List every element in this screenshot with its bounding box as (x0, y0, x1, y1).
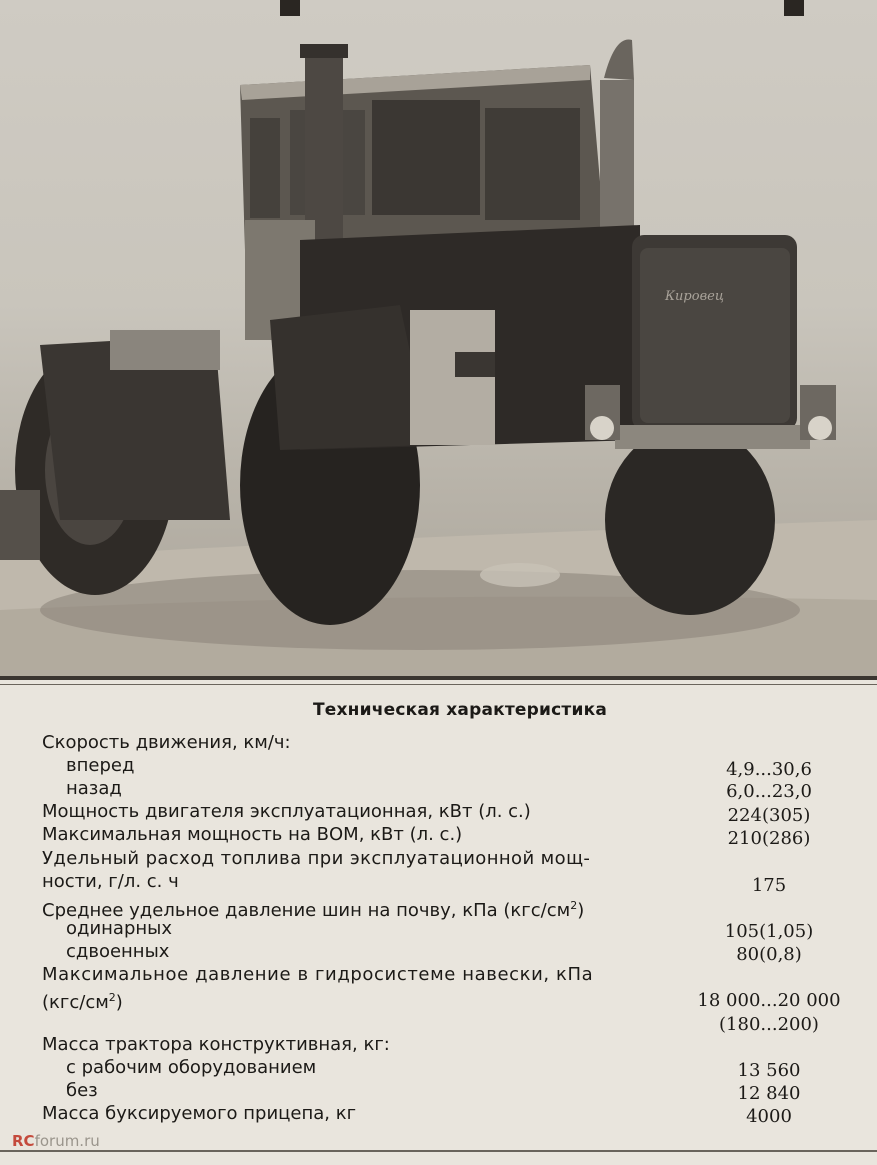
forward-value: 4,9...30,6 (726, 759, 812, 780)
watermark-rc: RC (12, 1132, 35, 1150)
hydraulic-label-line2 (42, 986, 123, 1014)
engine-power-value: 224(305) (727, 805, 811, 826)
without-value: 12 840 (737, 1083, 801, 1104)
single-value: 105(1,05) (724, 921, 814, 942)
hydraulic-close: ) (115, 992, 123, 1013)
divider (0, 684, 877, 685)
divider (0, 676, 877, 680)
forward-label: вперед (66, 755, 135, 776)
speed-label: Скорость движения, км/ч: (42, 732, 291, 753)
fuel-value: 175 (751, 875, 787, 896)
pto-power-label: Максимальная мощность на ВОМ, кВт (л. с.) (42, 824, 463, 845)
fuel-label-line2: ности, г/л. с. ч (42, 871, 179, 892)
tire-pressure-exponent: 2 (570, 899, 578, 912)
watermark-rest: forum.ru (34, 1132, 100, 1150)
mass-label: Масса трактора конструктивная, кг: (42, 1034, 390, 1055)
nameplate-text: Кировец (665, 289, 724, 304)
hydraulic-text: (кгс/см (42, 992, 109, 1013)
pto-power-value: 210(286) (727, 828, 811, 849)
fuel-label-line1: Удельный расход топлива при эксплуатационной мощ- (42, 848, 591, 869)
reverse-value: 6,0...23,0 (726, 781, 812, 802)
with-equipment-label: с рабочим оборудованием (66, 1057, 317, 1078)
tire-pressure-close: ) (577, 900, 585, 921)
trailer-label: Масса буксируемого прицепа, кг (42, 1103, 357, 1124)
hydraulic-label-line1: Максимальное давление в гидросистеме навески, кПа (42, 964, 594, 985)
without-label: без (66, 1080, 98, 1101)
tire-pressure-text: Среднее удельное давление шин на почву, кПа (кгс/см (42, 900, 571, 921)
hydraulic-exponent: 2 (108, 991, 116, 1004)
hydraulic-value-1: 18 000...20 000 (697, 990, 841, 1011)
with-equipment-value: 13 560 (737, 1060, 801, 1081)
trailer-value: 4000 (746, 1106, 792, 1127)
bottom-divider (0, 1150, 877, 1152)
watermark (12, 1132, 100, 1150)
reverse-label: назад (66, 778, 122, 799)
engine-power-label: Мощность двигателя эксплуатационная, кВт (л. с.) (42, 801, 531, 822)
dual-value: 80(0,8) (736, 944, 802, 965)
single-label: одинарных (66, 918, 173, 939)
spec-title: Техническая характеристика (312, 700, 607, 720)
dual-label: сдвоенных (66, 941, 170, 962)
hydraulic-value-2: (180...200) (719, 1014, 819, 1035)
